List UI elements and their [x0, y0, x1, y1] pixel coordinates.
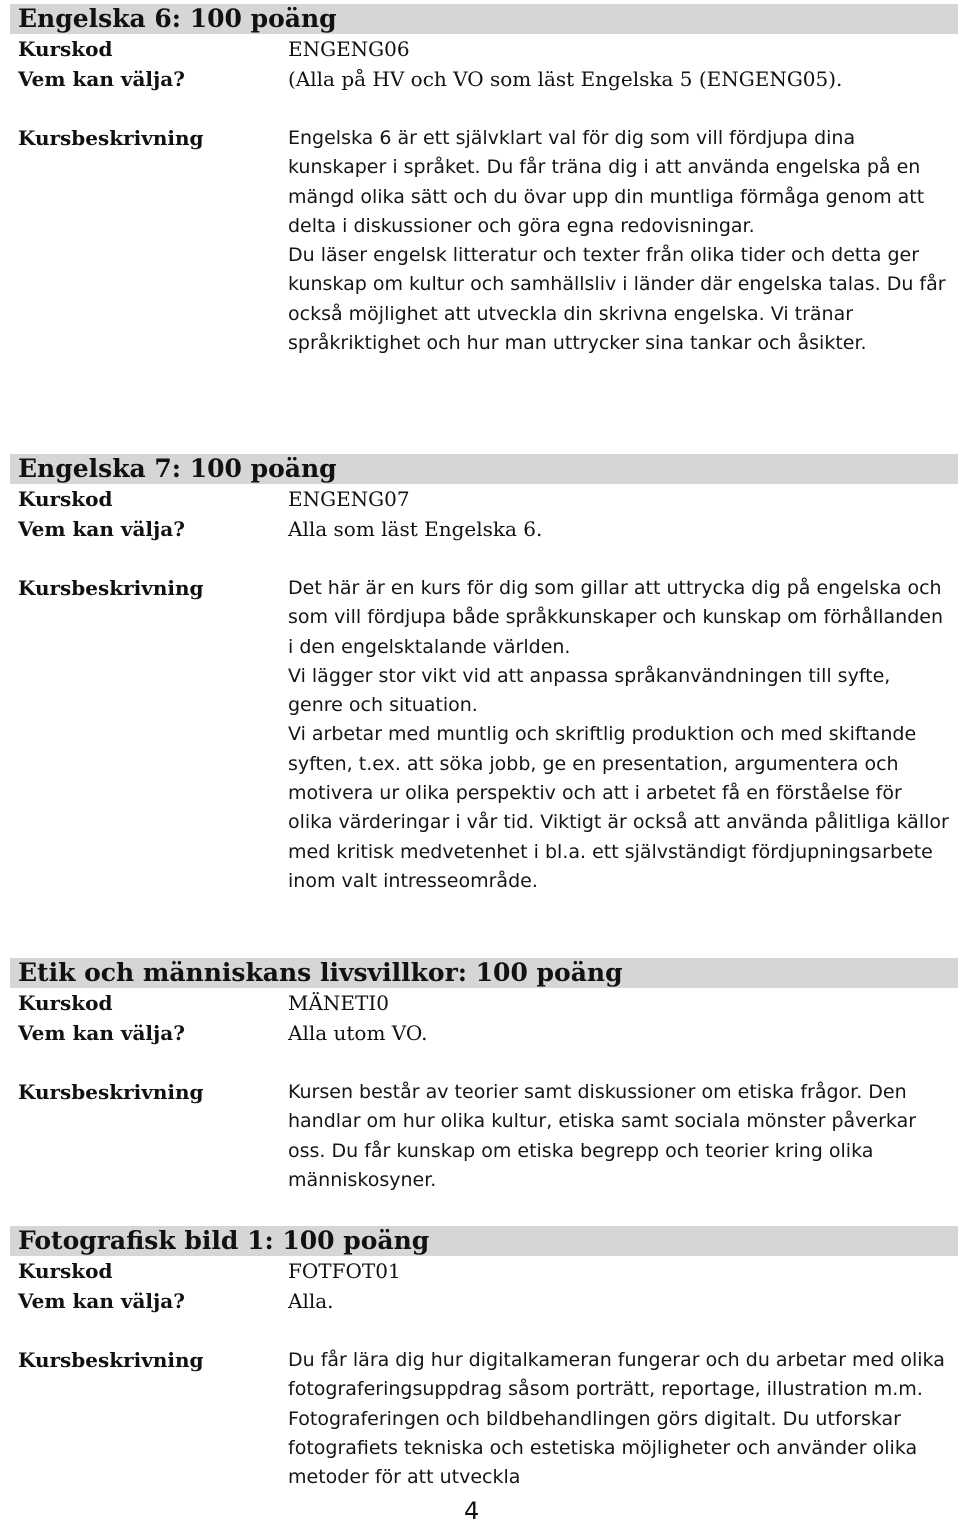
- course-code-value: FOTFOT01: [288, 1259, 401, 1283]
- course-heading: Engelska 6: 100 poäng: [10, 4, 958, 34]
- description-text: [288, 1346, 950, 1492]
- description-paragraph: Det här är en kurs för dig som gillar att uttrycka dig på engelska och som vill fördjupa både språkkunskaper och kunskap om förhållanden i den engelsktalande världen.: [288, 577, 943, 658]
- description-label: Kursbeskrivning: [18, 1080, 204, 1104]
- eligibility-label: Vem kan välja?: [18, 517, 185, 541]
- course-code-label: Kurskod: [18, 487, 113, 511]
- eligibility-label: Vem kan välja?: [18, 1021, 185, 1045]
- course-code-value: ENGENG06: [288, 37, 410, 61]
- description-paragraph: Du läser engelsk litteratur och texter från olika tider och detta ger kunskap om kultur och samhällsliv i länder där engelska talas. Du får också möjlighet att utveckla din skrivna engelska. Vi tränar språkriktighet och hur man uttrycker sina tankar och åsikter.: [288, 244, 946, 355]
- description-paragraph: Vi lägger stor vikt vid att anpassa språkanvändningen till syfte, genre och situation.: [288, 664, 891, 717]
- eligibility-label: Vem kan välja?: [18, 67, 185, 91]
- course-code-value: ENGENG07: [288, 487, 410, 511]
- course-section: [0, 454, 960, 896]
- course-code-label: Kurskod: [18, 991, 113, 1015]
- description-paragraph: Engelska 6 är ett självklart val för dig som vill fördjupa dina kunskaper i språket. Du får träna dig i att använda engelska på en mängd olika sätt och du övar upp din muntliga förmåga genom att delta i diskussioner och göra egna redovisningar.: [288, 127, 925, 237]
- description-paragraph: Vi arbetar med muntlig och skriftlig produktion och med skiftande syften, t.ex. att söka jobb, ge en presentation, argumentera och motivera ur olika perspektiv och att i arbetet få en förståelse för olika värderingar i vår tid. Viktigt är också att använda pålitliga källor med kritisk medvetenhet i bl.a. ett självständigt fördjupningsarbete inom valt intresseområde.: [288, 723, 949, 892]
- description-paragraph: Du får lära dig hur digitalkameran fungerar och du arbetar med olika fotograferingsuppdrag såsom porträtt, reportage, illustration m.m. Fotograferingen och bildbehandlingen görs digitalt. Du utforskar fotografiets tekniska och estetiska möjligheter och använder olika metoder för att utveckla: [288, 1349, 945, 1489]
- course-code-label: Kurskod: [18, 37, 113, 61]
- course-heading: Etik och människans livsvillkor: 100 poäng: [10, 958, 958, 988]
- eligibility-value: Alla utom VO.: [288, 1021, 428, 1045]
- course-code-value: MÄNETI0: [288, 991, 389, 1015]
- course-code-row: [0, 988, 960, 1018]
- course-code-row: [0, 34, 960, 64]
- description-text: [288, 574, 950, 896]
- course-code-row: [0, 1256, 960, 1286]
- description-row: [0, 1078, 960, 1195]
- description-row: [0, 1346, 960, 1492]
- course-section: [0, 1226, 960, 1492]
- eligibility-row: [0, 64, 960, 94]
- description-label: Kursbeskrivning: [18, 126, 204, 150]
- course-heading: Fotografisk bild 1: 100 poäng: [10, 1226, 958, 1256]
- course-code-row: [0, 484, 960, 514]
- course-code-label: Kurskod: [18, 1259, 113, 1283]
- description-label: Kursbeskrivning: [18, 1348, 204, 1372]
- description-row: [0, 574, 960, 896]
- eligibility-row: [0, 1018, 960, 1048]
- page-number: 4: [464, 1497, 480, 1525]
- eligibility-row: [0, 514, 960, 544]
- description-text: [288, 124, 950, 358]
- course-section: [0, 958, 960, 1195]
- course-section: [0, 4, 960, 358]
- description-row: [0, 124, 960, 358]
- eligibility-value: Alla som läst Engelska 6.: [288, 517, 543, 541]
- eligibility-row: [0, 1286, 960, 1316]
- eligibility-value: (Alla på HV och VO som läst Engelska 5 (ENGENG05).: [288, 67, 843, 91]
- course-heading: Engelska 7: 100 poäng: [10, 454, 958, 484]
- eligibility-label: Vem kan välja?: [18, 1289, 185, 1313]
- eligibility-value: Alla.: [288, 1289, 334, 1313]
- description-paragraph: Kursen består av teorier samt diskussioner om etiska frågor. Den handlar om hur olika kultur, etiska samt sociala mönster påverkar oss. Du får kunskap om etiska begrepp och teorier kring olika människosyner.: [288, 1081, 917, 1191]
- description-text: [288, 1078, 950, 1195]
- description-label: Kursbeskrivning: [18, 576, 204, 600]
